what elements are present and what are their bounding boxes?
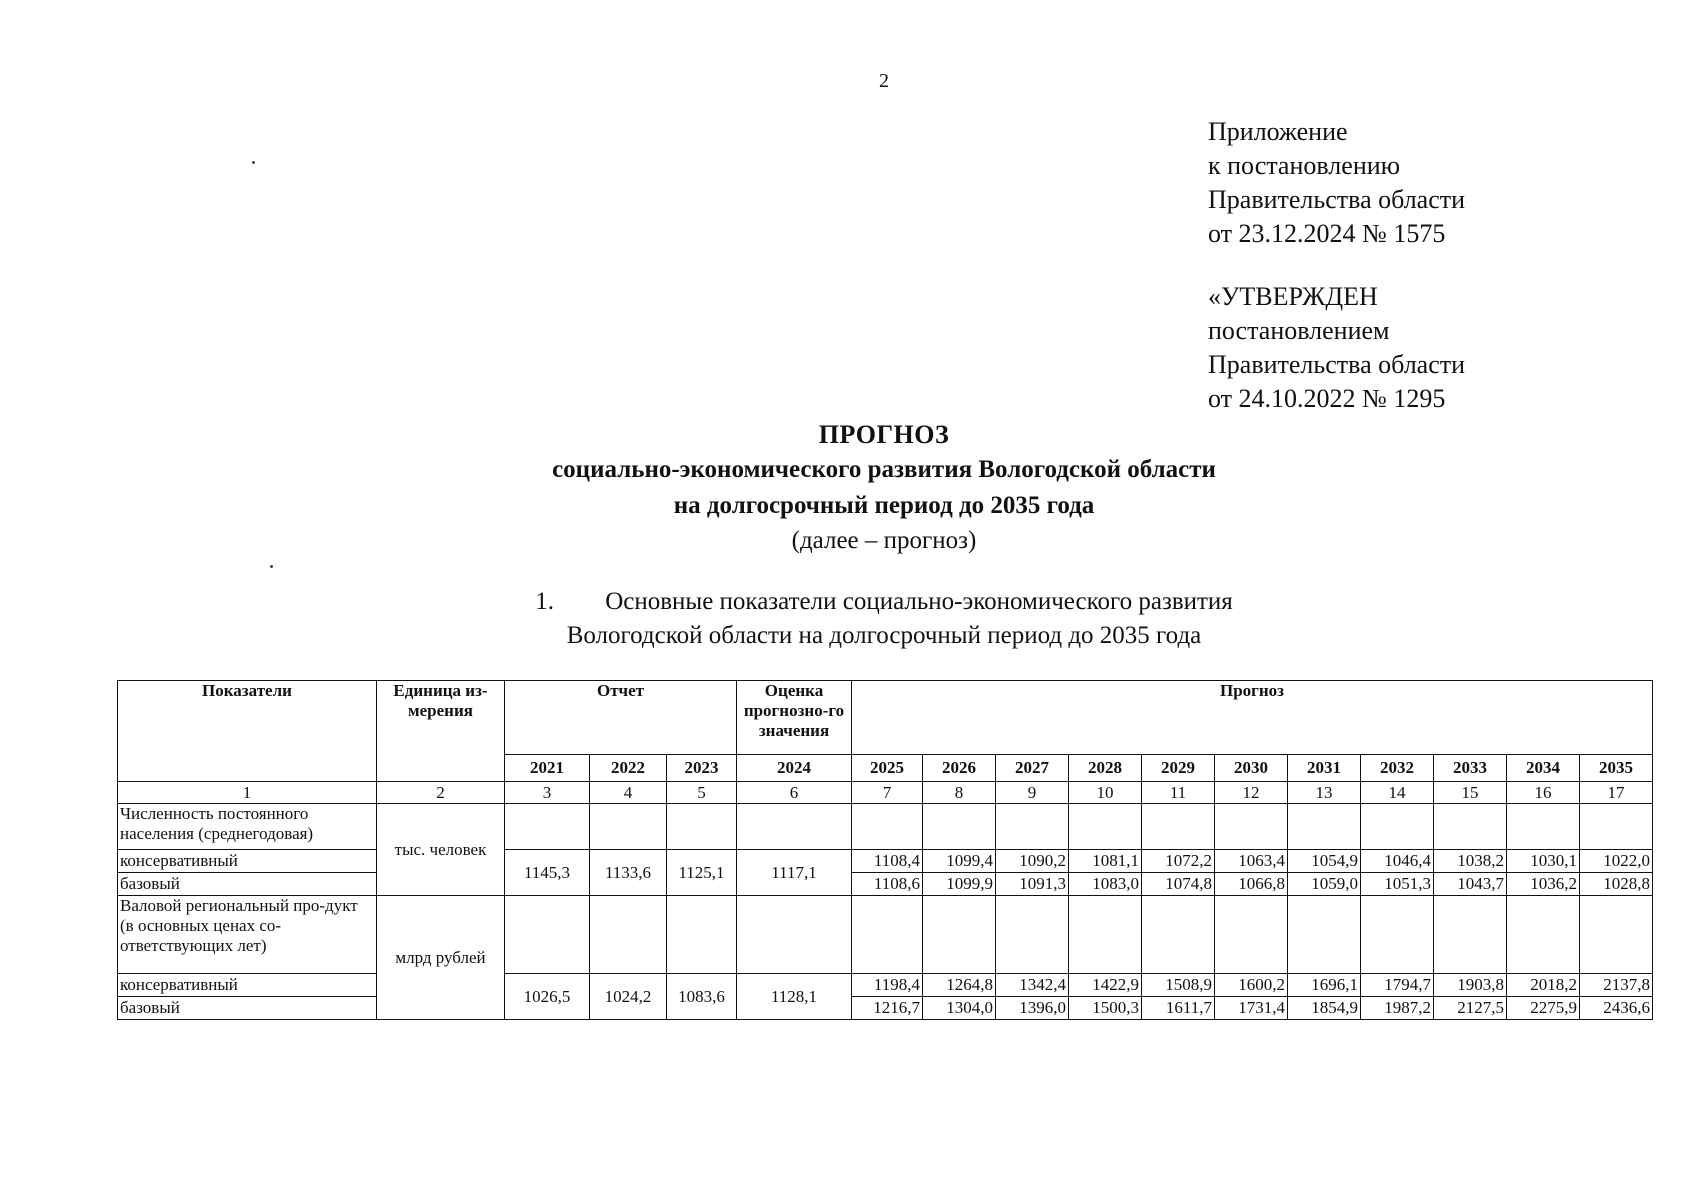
column-number-cell: 13 <box>1288 782 1361 804</box>
forecast-value: 1022,0 <box>1580 850 1653 873</box>
section-title-line: Вологодской области на долгосрочный период до 2035 года <box>566 622 1202 649</box>
report-value: 1026,5 <box>505 974 590 1020</box>
appendix-line: Приложение <box>1208 117 1348 146</box>
forecast-value: 2436,6 <box>1580 997 1653 1020</box>
table-row <box>118 974 1653 997</box>
empty-cell <box>1069 804 1142 850</box>
year-cell: 2025 <box>852 755 923 782</box>
section-heading <box>0 585 1697 653</box>
forecast-value: 1342,4 <box>996 974 1069 997</box>
estimate-value: 1128,1 <box>737 974 852 1020</box>
column-number-cell: 16 <box>1507 782 1580 804</box>
column-number-cell: 12 <box>1215 782 1288 804</box>
forecast-value: 1422,9 <box>1069 974 1142 997</box>
year-cell: 2024 <box>737 755 852 782</box>
forecast-value: 1600,2 <box>1215 974 1288 997</box>
approved-line: от 24.10.2022 № 1295 <box>1208 384 1446 413</box>
year-cell: 2034 <box>1507 755 1580 782</box>
forecast-value: 1198,4 <box>852 974 923 997</box>
empty-cell <box>1142 804 1215 850</box>
appendix-line: от 23.12.2024 № 1575 <box>1208 219 1446 248</box>
empty-cell <box>1507 896 1580 974</box>
empty-cell <box>590 804 667 850</box>
empty-cell <box>1069 896 1142 974</box>
indicator-name: Численность постоянного населения (среднегодовая) <box>118 804 377 850</box>
report-value: 1145,3 <box>505 850 590 896</box>
empty-cell <box>996 896 1069 974</box>
header-report: Отчет <box>505 681 737 755</box>
column-number-cell: 7 <box>852 782 923 804</box>
document-title <box>0 418 1697 558</box>
scenario-label: консервативный <box>118 850 377 873</box>
table-row <box>118 873 1653 896</box>
empty-cell <box>1142 896 1215 974</box>
forecast-value: 1030,1 <box>1507 850 1580 873</box>
column-number-cell: 9 <box>996 782 1069 804</box>
empty-cell <box>737 804 852 850</box>
empty-cell <box>852 896 923 974</box>
empty-cell <box>923 804 996 850</box>
forecast-value: 2127,5 <box>1434 997 1507 1020</box>
forecast-value: 1731,4 <box>1215 997 1288 1020</box>
column-number-cell: 10 <box>1069 782 1142 804</box>
scan-speck <box>252 161 255 164</box>
forecast-value: 1508,9 <box>1142 974 1215 997</box>
forecast-value: 1099,9 <box>923 873 996 896</box>
report-value: 1133,6 <box>590 850 667 896</box>
header-indicators: Показатели <box>118 681 377 782</box>
year-cell: 2035 <box>1580 755 1653 782</box>
forecast-value: 1099,4 <box>923 850 996 873</box>
header-estimate: Оценка прогнозно-го значения <box>737 681 852 755</box>
column-number-cell: 11 <box>1142 782 1215 804</box>
forecast-value: 1611,7 <box>1142 997 1215 1020</box>
approved-line: постановлением <box>1208 316 1390 345</box>
year-cell: 2021 <box>505 755 590 782</box>
year-cell: 2027 <box>996 755 1069 782</box>
year-cell: 2029 <box>1142 755 1215 782</box>
forecast-value: 1091,3 <box>996 873 1069 896</box>
header-forecast: Прогноз <box>852 681 1653 755</box>
empty-cell <box>505 804 590 850</box>
empty-cell <box>1434 804 1507 850</box>
forecast-value: 1063,4 <box>1215 850 1288 873</box>
forecast-value: 1028,8 <box>1580 873 1653 896</box>
forecast-value: 1903,8 <box>1434 974 1507 997</box>
forecast-value: 1083,0 <box>1069 873 1142 896</box>
table-row <box>118 804 1653 850</box>
section-number: 1. <box>535 588 554 615</box>
forecast-value: 1046,4 <box>1361 850 1434 873</box>
column-number-cell: 4 <box>590 782 667 804</box>
year-cell: 2033 <box>1434 755 1507 782</box>
empty-cell <box>852 804 923 850</box>
report-value: 1024,2 <box>590 974 667 1020</box>
scenario-label: консервативный <box>118 974 377 997</box>
column-number-cell: 8 <box>923 782 996 804</box>
column-number-cell: 14 <box>1361 782 1434 804</box>
title-note: (далее – прогноз) <box>791 527 977 554</box>
approved-line: Правительства области <box>1208 350 1466 379</box>
empty-cell <box>1288 896 1361 974</box>
forecast-value: 1090,2 <box>996 850 1069 873</box>
scenario-label: базовый <box>118 997 377 1020</box>
report-value: 1083,6 <box>667 974 737 1020</box>
table-row <box>118 896 1653 974</box>
table-row <box>118 997 1653 1020</box>
forecast-value: 1072,2 <box>1142 850 1215 873</box>
scan-speck <box>270 565 273 568</box>
forecast-value: 1854,9 <box>1288 997 1361 1020</box>
forecast-value: 1108,4 <box>852 850 923 873</box>
forecast-value: 2018,2 <box>1507 974 1580 997</box>
forecast-table <box>117 680 1653 1020</box>
forecast-value: 1081,1 <box>1069 850 1142 873</box>
report-value: 1125,1 <box>667 850 737 896</box>
empty-cell <box>737 896 852 974</box>
column-number-row <box>118 782 1653 804</box>
estimate-value: 1117,1 <box>737 850 852 896</box>
year-cell: 2026 <box>923 755 996 782</box>
empty-cell <box>1361 804 1434 850</box>
forecast-value: 1794,7 <box>1361 974 1434 997</box>
forecast-value: 1043,7 <box>1434 873 1507 896</box>
empty-cell <box>996 804 1069 850</box>
forecast-value: 1066,8 <box>1215 873 1288 896</box>
forecast-value: 1696,1 <box>1288 974 1361 997</box>
title-main: ПРОГНОЗ <box>818 420 950 449</box>
appendix-block <box>1208 115 1465 251</box>
indicator-name: Валовой региональный про-дукт (в основных ценах со-ответствующих лет) <box>118 896 377 974</box>
empty-cell <box>923 896 996 974</box>
column-number-cell: 17 <box>1580 782 1653 804</box>
table-row <box>118 850 1653 873</box>
approved-block <box>1208 280 1465 416</box>
empty-cell <box>667 804 737 850</box>
column-number-cell: 5 <box>667 782 737 804</box>
year-cell: 2030 <box>1215 755 1288 782</box>
empty-cell <box>1361 896 1434 974</box>
year-cell: 2023 <box>667 755 737 782</box>
empty-cell <box>1507 804 1580 850</box>
column-number-cell: 15 <box>1434 782 1507 804</box>
empty-cell <box>1288 804 1361 850</box>
column-number-cell: 3 <box>505 782 590 804</box>
year-cell: 2031 <box>1288 755 1361 782</box>
appendix-line: Правительства области <box>1208 185 1466 214</box>
unit-cell: млрд рублей <box>377 896 505 1020</box>
forecast-value: 1054,9 <box>1288 850 1361 873</box>
forecast-value: 1500,3 <box>1069 997 1142 1020</box>
empty-cell <box>1215 896 1288 974</box>
empty-cell <box>505 896 590 974</box>
year-cell: 2032 <box>1361 755 1434 782</box>
title-line: социально-экономического развития Вологодской области <box>552 456 1216 483</box>
empty-cell <box>1215 804 1288 850</box>
forecast-value: 1108,6 <box>852 873 923 896</box>
forecast-value: 1051,3 <box>1361 873 1434 896</box>
year-cell: 2022 <box>590 755 667 782</box>
empty-cell <box>1580 804 1653 850</box>
section-title-line: Основные показатели социально-экономического развития <box>605 588 1233 615</box>
empty-cell <box>590 896 667 974</box>
forecast-value: 2137,8 <box>1580 974 1653 997</box>
page-number: 2 <box>879 70 889 92</box>
appendix-line: к постановлению <box>1208 151 1401 180</box>
forecast-value: 1059,0 <box>1288 873 1361 896</box>
forecast-value: 1036,2 <box>1507 873 1580 896</box>
empty-cell <box>667 896 737 974</box>
title-line: на долгосрочный период до 2035 года <box>673 492 1095 519</box>
forecast-value: 1396,0 <box>996 997 1069 1020</box>
empty-cell <box>1580 896 1653 974</box>
forecast-value: 2275,9 <box>1507 997 1580 1020</box>
forecast-value: 1304,0 <box>923 997 996 1020</box>
column-number-cell: 2 <box>377 782 505 804</box>
header-unit: Единица из-мерения <box>377 681 505 782</box>
column-number-cell: 1 <box>118 782 377 804</box>
forecast-value: 1987,2 <box>1361 997 1434 1020</box>
column-number-cell: 6 <box>737 782 852 804</box>
unit-cell: тыс. человек <box>377 804 505 896</box>
empty-cell <box>1434 896 1507 974</box>
forecast-value: 1038,2 <box>1434 850 1507 873</box>
approved-line: «УТВЕРЖДЕН <box>1208 282 1378 311</box>
forecast-value: 1074,8 <box>1142 873 1215 896</box>
forecast-value: 1264,8 <box>923 974 996 997</box>
scenario-label: базовый <box>118 873 377 896</box>
year-cell: 2028 <box>1069 755 1142 782</box>
forecast-value: 1216,7 <box>852 997 923 1020</box>
